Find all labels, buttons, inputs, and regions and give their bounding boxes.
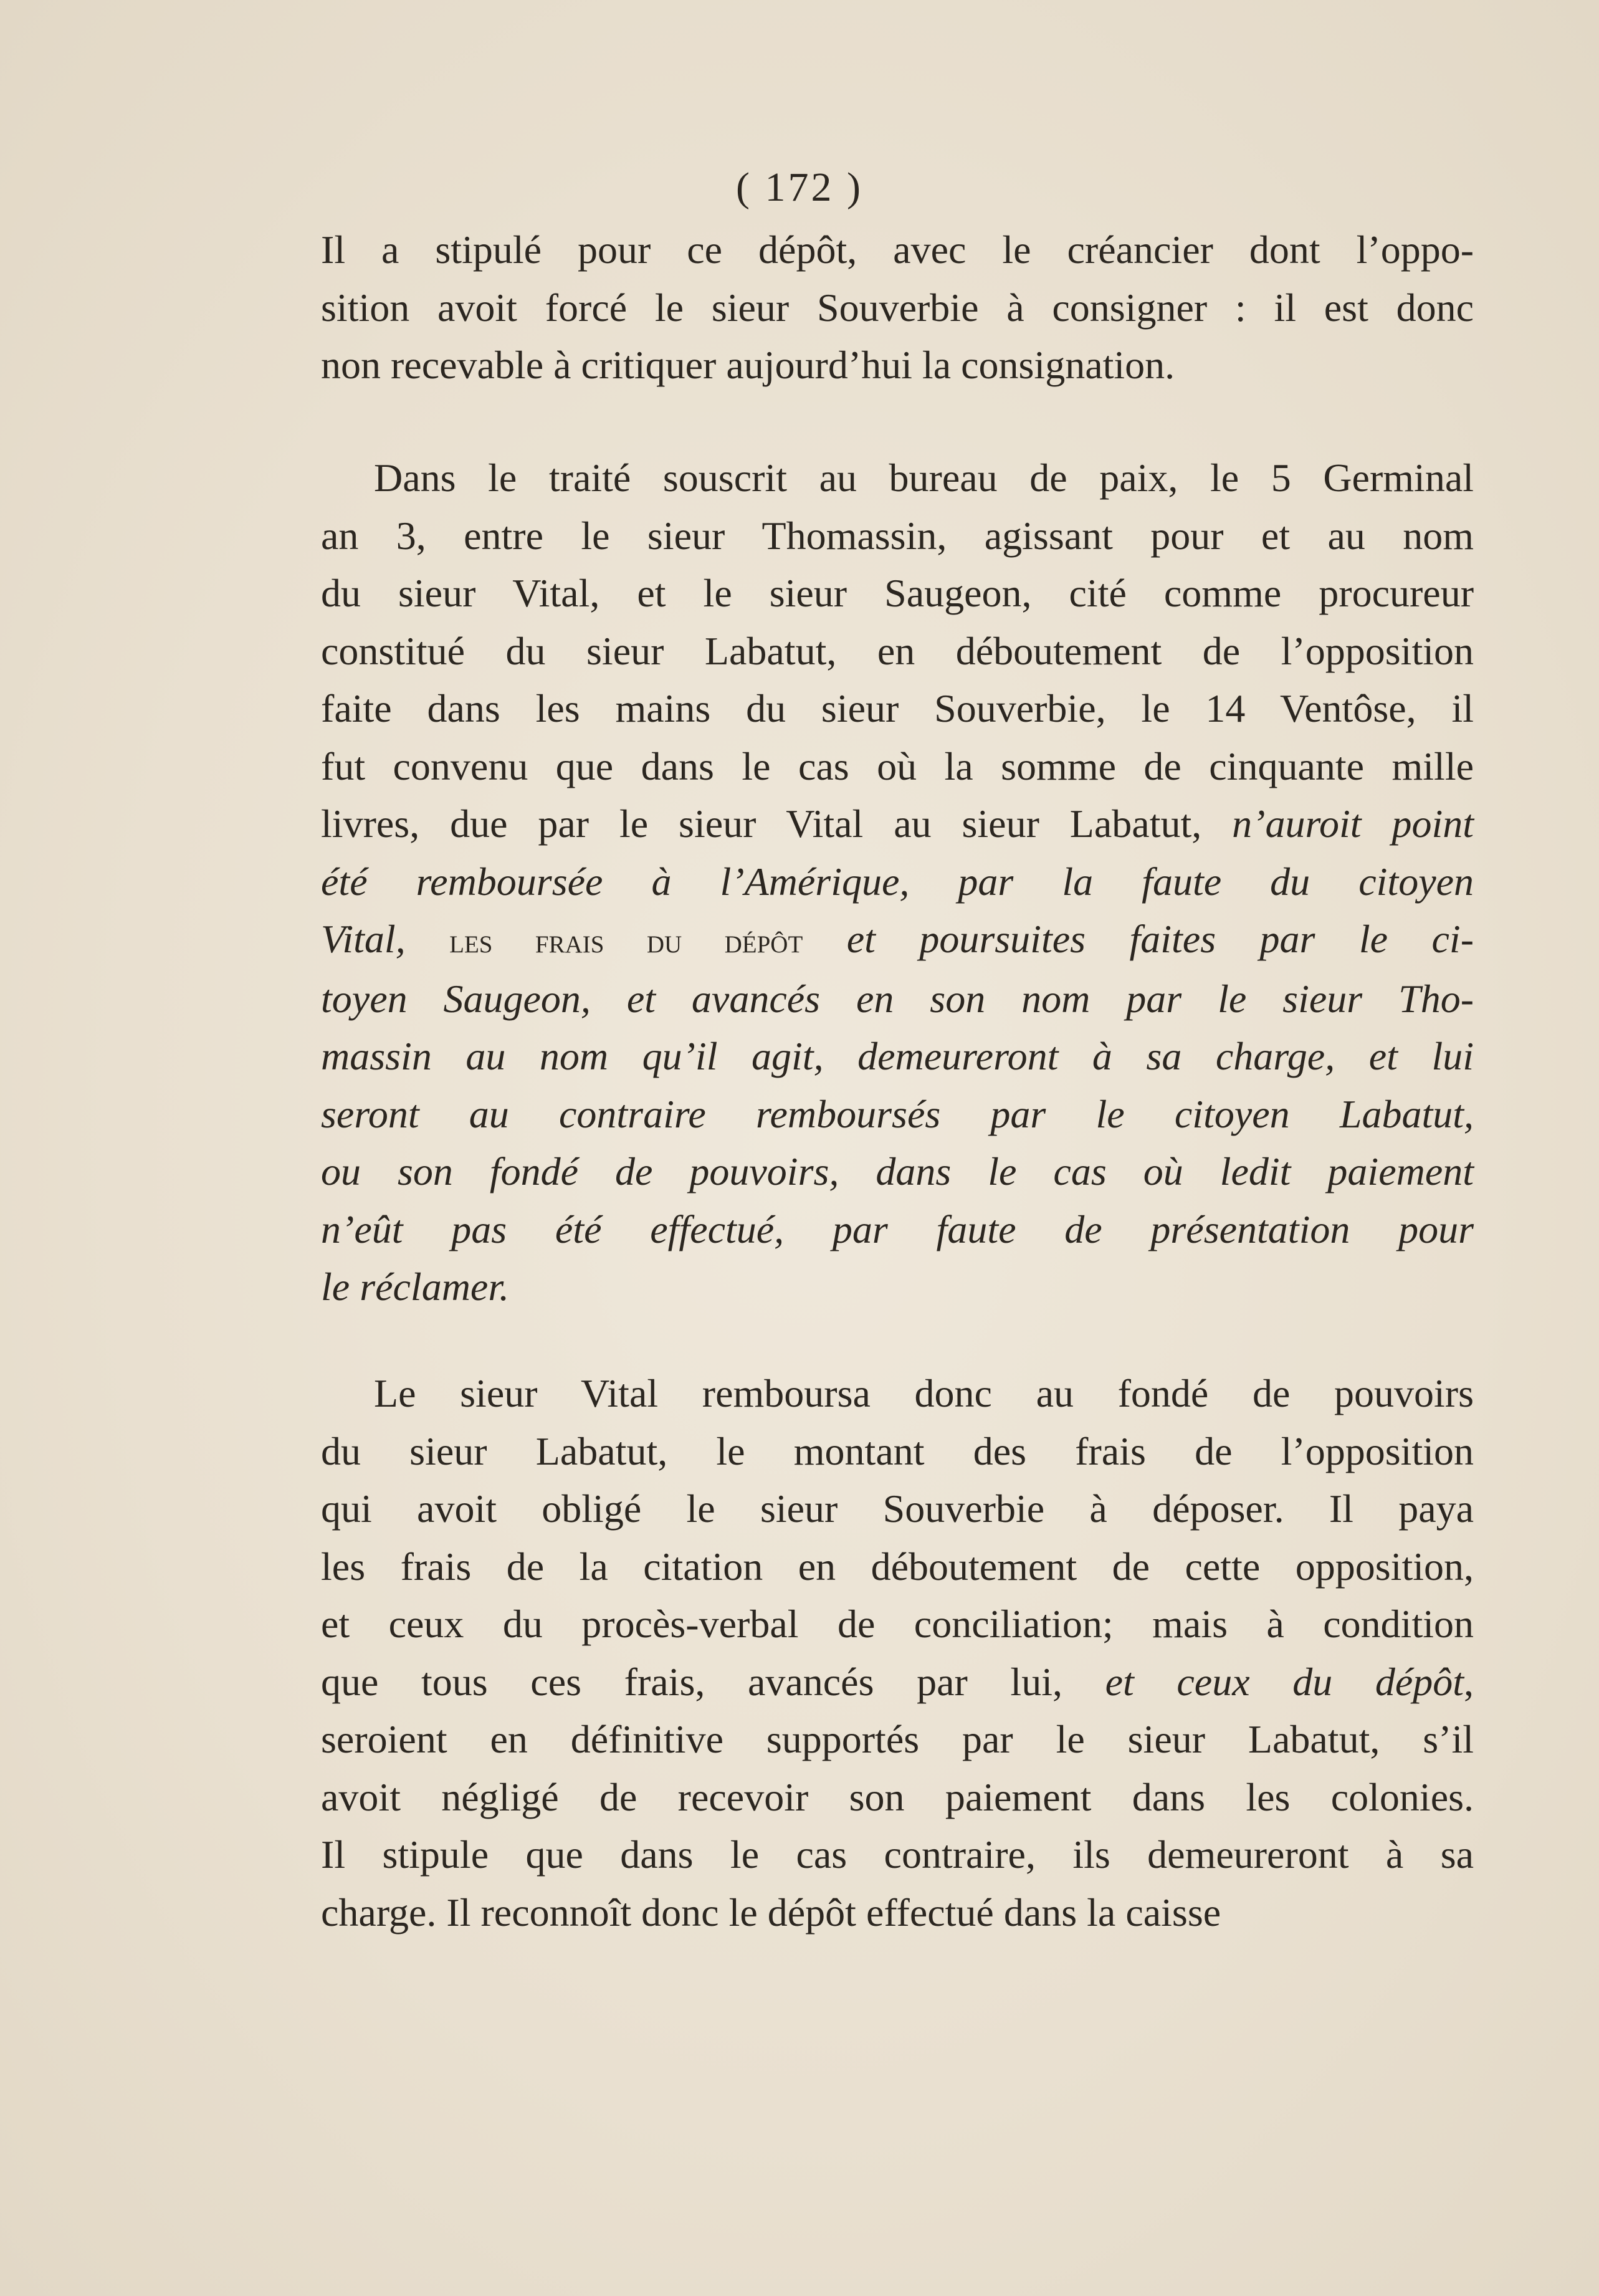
text-line <box>321 738 1474 796</box>
roman-text: qui avoit obligé le sieur Souverbie à déposer. Il paya <box>321 1486 1474 1531</box>
roman-text: faite dans les mains du sieur Souverbie, le 14 Ventôse, il <box>321 686 1474 730</box>
page-number: ( 172 ) <box>736 165 863 210</box>
italic-text: Vital, <box>321 917 450 961</box>
italic-text: été remboursée à l’Amérique, par la faute du citoyen <box>321 859 1474 904</box>
italic-text: massin au nom qu’il agit, demeureront à sa charge, <box>321 1034 1369 1078</box>
text-line <box>321 680 1474 738</box>
paragraph-2 <box>321 449 1474 1316</box>
roman-text: charge. Il reconnoît donc le dépôt effectué dans la caisse <box>321 1890 1221 1935</box>
italic-text: et lui <box>1368 1034 1474 1078</box>
roman-text: , <box>1464 1659 1474 1704</box>
paragraph-1 <box>321 221 1474 395</box>
text-line <box>321 853 1474 911</box>
italic-text: et poursuites faites par le ci- <box>803 917 1474 961</box>
text-line <box>321 795 1474 853</box>
paragraph-3 <box>321 1365 1474 1941</box>
text-line <box>321 1538 1474 1596</box>
italic-text: le réclamer. <box>321 1265 510 1309</box>
text-line <box>321 1480 1474 1538</box>
text-line <box>321 970 1474 1028</box>
roman-text: que tous ces frais, avancés par lui, <box>321 1659 1105 1704</box>
roman-text: non recevable à critiquer aujourd’hui la consignation. <box>321 343 1175 387</box>
italic-text: n’eût pas été effectué, par faute de présentation pour <box>321 1207 1474 1251</box>
roman-text: du sieur Vital, et le sieur Saugeon, cité comme procureur <box>321 571 1474 615</box>
text-line <box>321 1826 1474 1884</box>
roman-text: et ceux du procès-verbal de conciliation; mais à condition <box>321 1602 1474 1646</box>
italic-text: n’auroit point <box>1232 801 1474 846</box>
text-line <box>321 623 1474 681</box>
text-line <box>321 449 1474 507</box>
text-line <box>321 221 1474 279</box>
roman-text: avoit négligé de recevoir son paiement dans les colonies. <box>321 1774 1474 1819</box>
text-line <box>321 1143 1474 1201</box>
text-line <box>321 1653 1474 1711</box>
text-line <box>321 1258 1474 1316</box>
italic-text: et ceux du dépôt <box>1105 1659 1464 1704</box>
roman-text: fut convenu que dans le cas où la somme de cinquante mille <box>321 744 1474 788</box>
roman-text: seroient en définitive supportés par le sieur Labatut, s’il <box>321 1717 1474 1761</box>
italic-text: ou son fondé de pouvoirs, dans le cas où ledit paiement <box>321 1149 1474 1193</box>
roman-text: sition avoit forcé le sieur Souverbie à consigner : il est donc <box>321 285 1474 330</box>
small-caps-text: les frais du dépôt <box>449 922 803 960</box>
text-line <box>321 1086 1474 1144</box>
roman-text: Il a stipulé pour ce dépôt, avec le créancier dont l’oppo- <box>321 227 1474 272</box>
roman-text: du sieur Labatut, le montant des frais de l’opposition <box>321 1428 1474 1473</box>
text-line <box>321 911 1474 970</box>
italic-text: seront au contraire remboursés par le citoyen Labatut, <box>321 1091 1474 1136</box>
text-line <box>321 507 1474 565</box>
roman-text: Dans le traité souscrit au bureau de paix, le 5 Germinal <box>374 456 1474 500</box>
text-line <box>321 1769 1474 1827</box>
roman-text: constitué du sieur Labatut, en déboutement de l’opposition <box>321 628 1474 673</box>
text-line <box>321 565 1474 623</box>
text-line <box>321 279 1474 337</box>
text-line <box>321 1595 1474 1653</box>
roman-text: an 3, entre le sieur Thomassin, agissant pour et au nom <box>321 513 1474 558</box>
roman-text: les frais de la citation en déboutement de cette opposition, <box>321 1544 1474 1589</box>
roman-text: Il stipule que dans le cas contraire, ils demeureront à sa <box>321 1832 1474 1877</box>
text-line <box>321 337 1474 395</box>
roman-text: Le sieur Vital remboursa donc au fondé de pouvoirs <box>374 1371 1474 1415</box>
text-line <box>321 1028 1474 1086</box>
text-line <box>321 1711 1474 1769</box>
text-line <box>321 1201 1474 1259</box>
italic-text: toyen Saugeon, et avancés en son nom par le sieur Tho- <box>321 976 1474 1021</box>
text-line <box>321 1423 1474 1481</box>
roman-text: livres, due par le sieur Vital au sieur Labatut, <box>321 801 1233 846</box>
text-line <box>321 1365 1474 1423</box>
text-line <box>321 1884 1474 1942</box>
